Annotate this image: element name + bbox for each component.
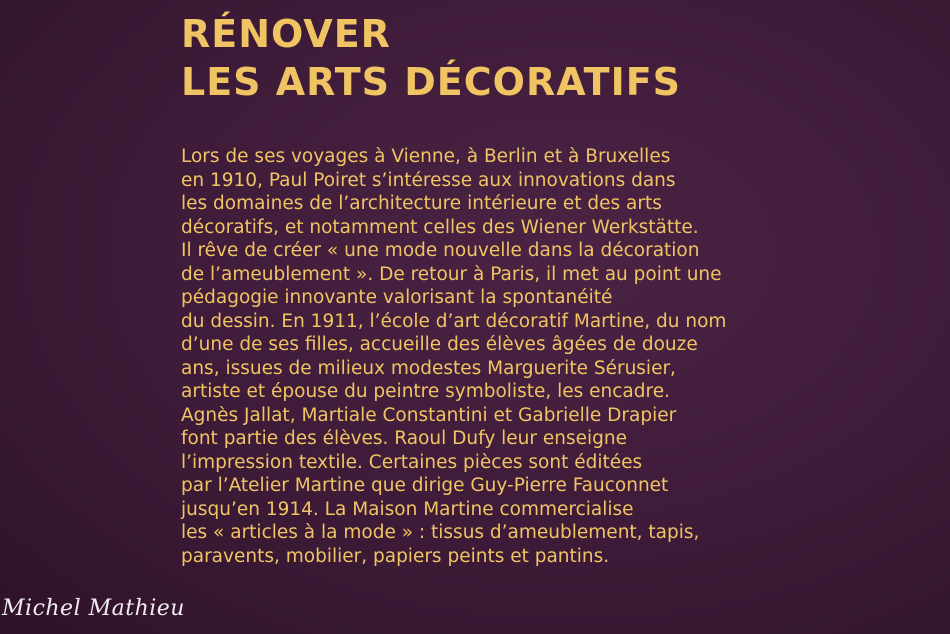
body-line: Il rêve de créer « une mode nouvelle dans la décoration — [181, 240, 700, 261]
body-line: de l’ameublement ». De retour à Paris, il met au point une — [181, 263, 722, 285]
body-line: Agnès Jallat, Martiale Constantini et Gabrielle Drapier — [181, 404, 677, 426]
body-line: artiste et épouse du peintre symboliste, les encadre. — [181, 381, 670, 402]
body-line: paravents, mobilier, papiers peints et pantins. — [181, 545, 610, 567]
body-line: l’impression textile. Certaines pièces sont éditées — [181, 451, 643, 473]
photographer-signature: Michel Mathieu — [2, 596, 185, 621]
panel-body-text — [181, 145, 726, 568]
body-line: ans, issues de milieux modestes Marguerite Sérusier, — [181, 357, 676, 379]
title-line: RÉNOVER — [181, 12, 391, 56]
panel-title — [181, 10, 681, 106]
body-line: les « articles à la mode » : tissus d’ameublement, tapis, — [181, 522, 700, 543]
body-line: d’une de ses filles, accueille des élèves âgées de douze — [181, 334, 698, 355]
body-line: les domaines de l’architecture intérieure et des arts — [181, 193, 662, 214]
title-line: LES ARTS DÉCORATIFS — [181, 60, 682, 104]
body-line: pédagogie innovante valorisant la spontanéité — [181, 287, 613, 308]
body-line: par l’Atelier Martine que dirige Guy-Pierre Fauconnet — [181, 475, 669, 496]
body-line: décoratifs, et notamment celles des Wiener Werkstätte. — [181, 216, 699, 238]
body-line: Lors de ses voyages à Vienne, à Berlin et à Bruxelles — [181, 146, 671, 167]
body-line: font partie des élèves. Raoul Dufy leur enseigne — [181, 428, 627, 449]
body-line: jusqu’en 1914. La Maison Martine commercialise — [181, 498, 634, 520]
body-line: en 1910, Paul Poiret s’intéresse aux innovations dans — [181, 169, 676, 191]
body-line: du dessin. En 1911, l’école d’art décoratif Martine, du nom — [181, 310, 727, 332]
